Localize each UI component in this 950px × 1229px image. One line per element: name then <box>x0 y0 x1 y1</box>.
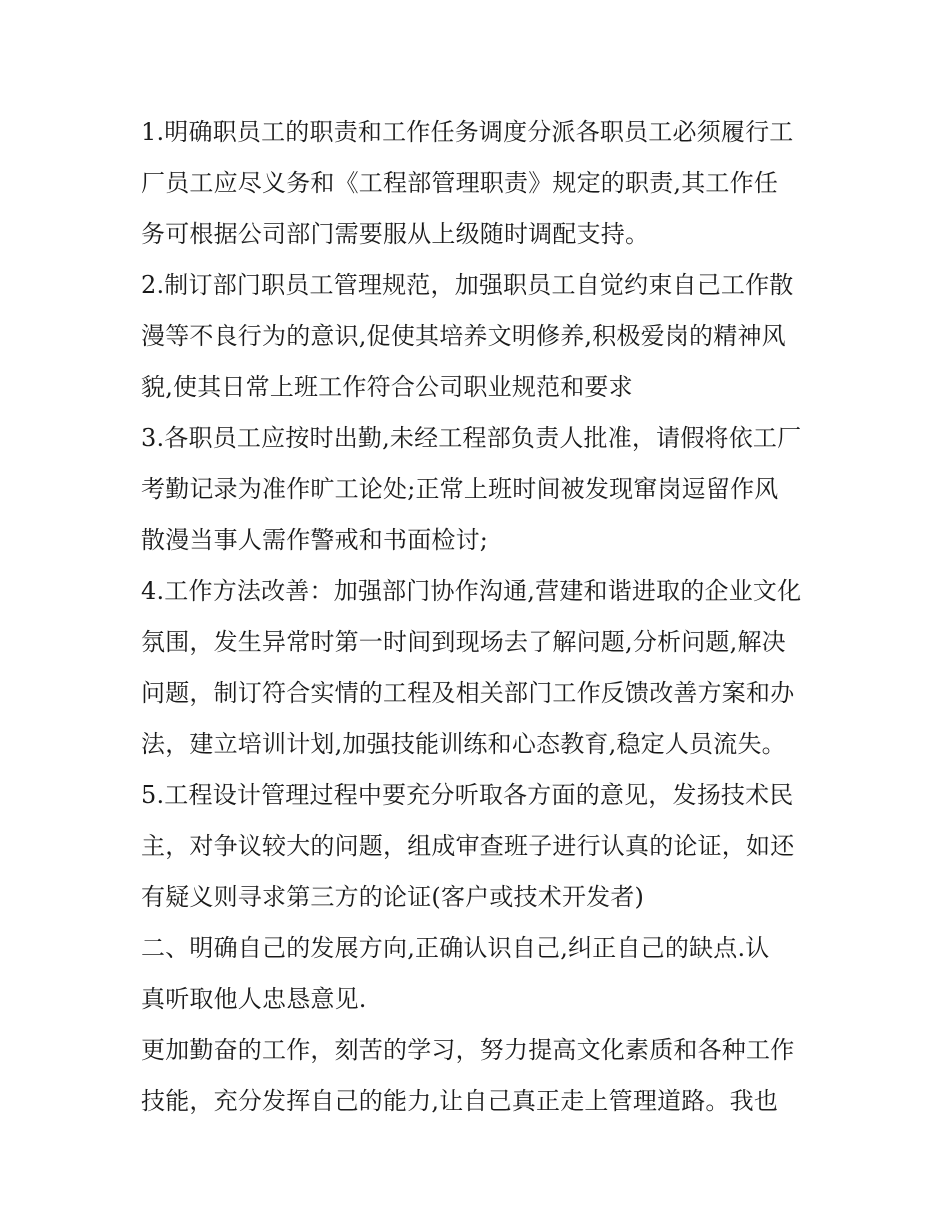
text-line: 真听取他人忠恳意见. <box>141 985 367 1013</box>
text-line: 1.明确职员工的职责和工作任务调度分派各职员工必须履行工 <box>141 118 794 146</box>
text-line: 主，对争议较大的问题，组成审查班子进行认真的论证，如还 <box>141 832 795 860</box>
text-line: 散漫当事人需作警戒和书面检讨; <box>141 526 489 554</box>
text-line: 貌,使其日常上班工作符合公司职业规范和要求 <box>141 373 633 401</box>
text-line: 法，建立培训计划,加强技能训练和心态教育,稳定人员流失。 <box>141 730 786 758</box>
text-line: 氛围，发生异常时第一时间到现场去了解问题,分析问题,解决 <box>141 628 786 656</box>
text-line: 4.工作方法改善：加强部门协作沟通,营建和谐进取的企业文化 <box>141 577 802 605</box>
text-line: 厂员工应尽义务和《工程部管理职责》规定的职责,其工作任 <box>141 169 779 197</box>
text-line: 问题，制订符合实情的工程及相关部门工作反馈改善方案和办 <box>141 679 795 707</box>
text-line: 2.制订部门职员工管理规范，加强职员工自觉约束自己工作散 <box>141 271 794 299</box>
text-line: 二、明确自己的发展方向,正确认识自己,纠正自己的缺点.认 <box>141 934 770 962</box>
text-line: 漫等不良行为的意识,促使其培养文明修养,积极爱岗的精神风 <box>141 322 786 350</box>
text-line: 3.各职员工应按时出勤,未经工程部负责人批准，请假将依工厂 <box>141 424 802 452</box>
document-body <box>141 107 821 1127</box>
text-line: 考勤记录为准作旷工论处;正常上班时间被发现窜岗逗留作风 <box>141 475 779 503</box>
text-line: 技能，充分发挥自己的能力,让自己真正走上管理道路。我也 <box>141 1087 779 1115</box>
text-line: 5.工程设计管理过程中要充分听取各方面的意见，发扬技术民 <box>141 781 794 809</box>
text-line: 更加勤奋的工作，刻苦的学习，努力提高文化素质和各种工作 <box>141 1036 795 1064</box>
text-line: 务可根据公司部门需要服从上级随时调配支持。 <box>141 220 650 248</box>
text-line: 有疑义则寻求第三方的论证(客户或技术开发者) <box>141 883 645 911</box>
